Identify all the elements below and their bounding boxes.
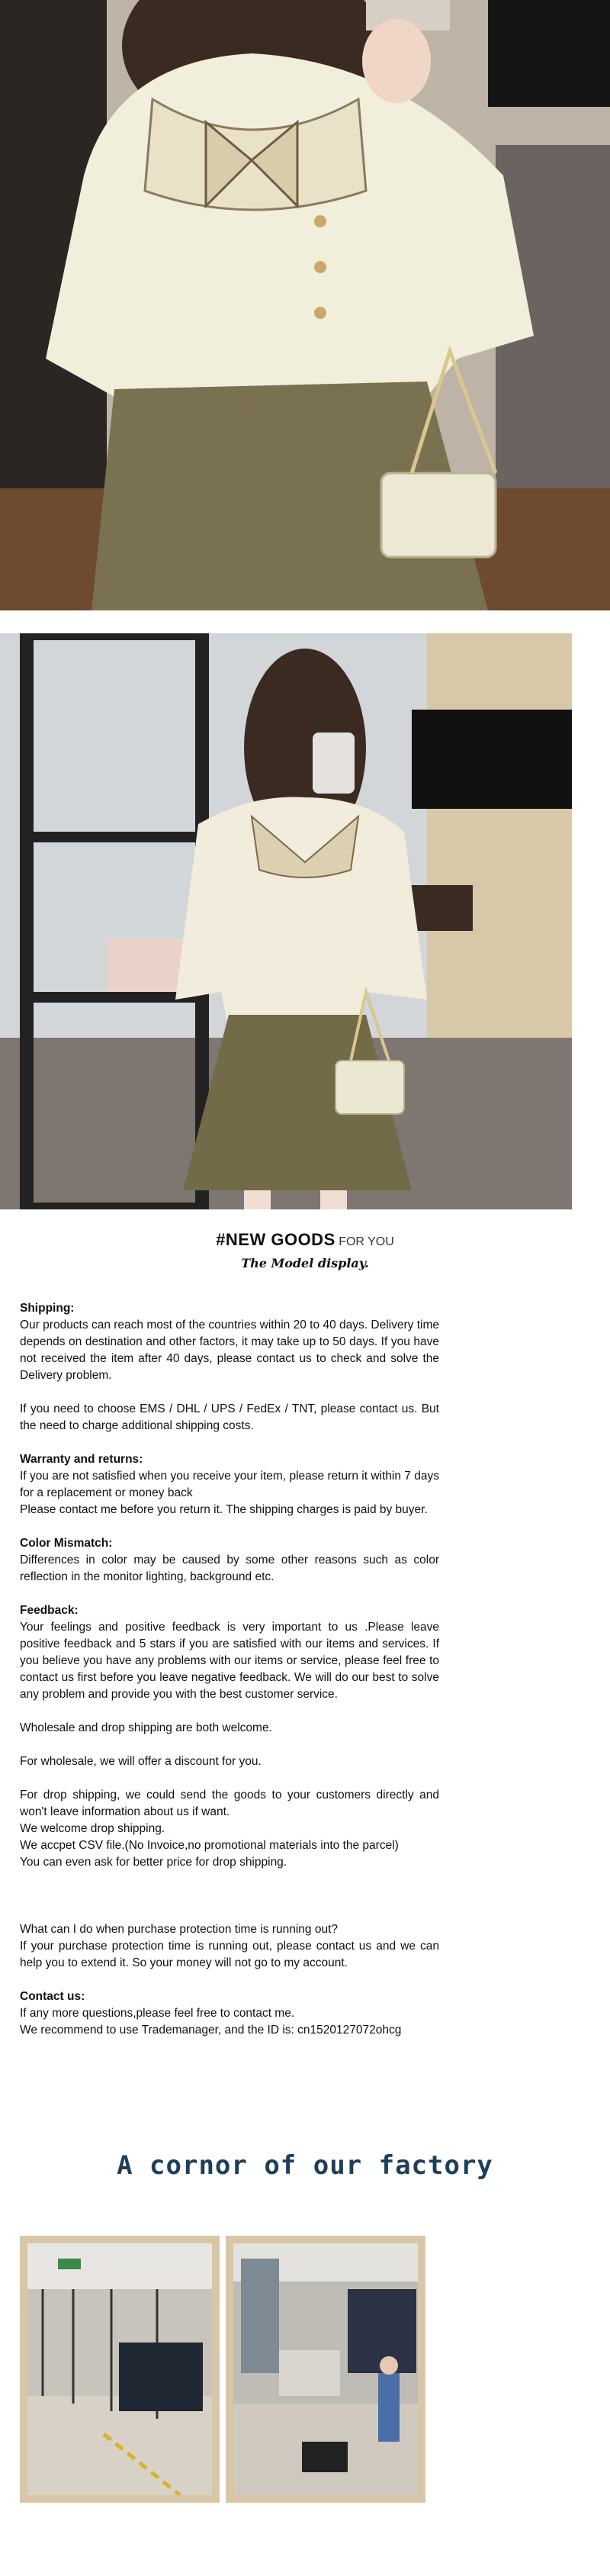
new-goods-title: #NEW GOODS [216,1230,336,1249]
protection-answer: If your purchase protection time is running out, please contact us and we can help you to extend it. So your money will not go to my account. [20,1940,439,1969]
model-display-caption: The Model display. [241,1256,369,1270]
better-price-text: You can even ask for better price for drop shipping. [20,1856,287,1869]
warranty-heading: Warranty and returns: [20,1453,143,1466]
feedback-text: Your feelings and positive feedback is very important to us .Please leave positive feedback and 5 stars if you are satisfied with our items and services. If you believe you have any problems with our items or service, please feel free to contact us first before you leave negative feedback. We will do our best to solve any problem and provide you with the best customer service. [20,1621,439,1701]
color-mismatch-heading: Color Mismatch: [20,1537,113,1550]
warranty-text-1: If you are not satisfied when you receive your item, please return it within 7 days for a replacement or money back [20,1470,439,1499]
new-goods-heading [0,1230,610,1250]
model-photo-1-illustration [0,0,610,610]
drop-shipping-welcome: We welcome drop shipping. [20,1822,165,1835]
model-photo-2-illustration [0,633,572,1209]
product-photo-2 [0,633,572,1209]
wholesale-discount-text: For wholesale, we will offer a discount for you. [20,1755,262,1768]
policy-text-block [20,1300,439,2039]
protection-question: What can I do when purchase protection time is running out? [20,1923,339,1936]
factory-photo-1-illustration [27,2243,212,2495]
csv-file-text: We accpet CSV file.(No Invoice,no promotional materials into the parcel) [20,1839,399,1852]
factory-title: A cornor of our factory [117,2150,493,2181]
express-text: If you need to choose EMS / DHL / UPS / FedEx / TNT, please contact us. But the need to charge additional shipping costs. [20,1402,439,1432]
product-photo-1 [0,0,610,610]
contact-text-1: If any more questions,please feel free to contact me. [20,2007,295,2020]
factory-photo-2-illustration [233,2243,418,2495]
shipping-heading: Shipping: [20,1302,75,1315]
color-mismatch-text: Differences in color may be caused by some other reasons such as color reflection in the monitor lighting, background etc. [20,1554,439,1583]
factory-photo-1 [20,2236,220,2503]
warranty-text-2: Please contact me before you return it. The shipping charges is paid by buyer. [20,1503,428,1516]
new-goods-subtitle: FOR YOU [339,1235,394,1248]
contact-text-2: We recommend to use Trademanager, and the ID is: cn1520127072ohcg [20,2024,402,2037]
feedback-heading: Feedback: [20,1604,79,1617]
drop-shipping-text: For drop shipping, we could send the goods to your customers directly and won't leave information about us if want. [20,1789,439,1818]
contact-heading: Contact us: [20,1990,85,2003]
factory-photo-2 [226,2236,425,2503]
shipping-text: Our products can reach most of the countries within 20 to 40 days. Delivery time depends on destination and other factors, it may take up to 50 days. If you have not received the item after 40 days, please contact us to check and solve the Delivery problem. [20,1319,439,1382]
wholesale-welcome-text: Wholesale and drop shipping are both welcome. [20,1721,272,1734]
